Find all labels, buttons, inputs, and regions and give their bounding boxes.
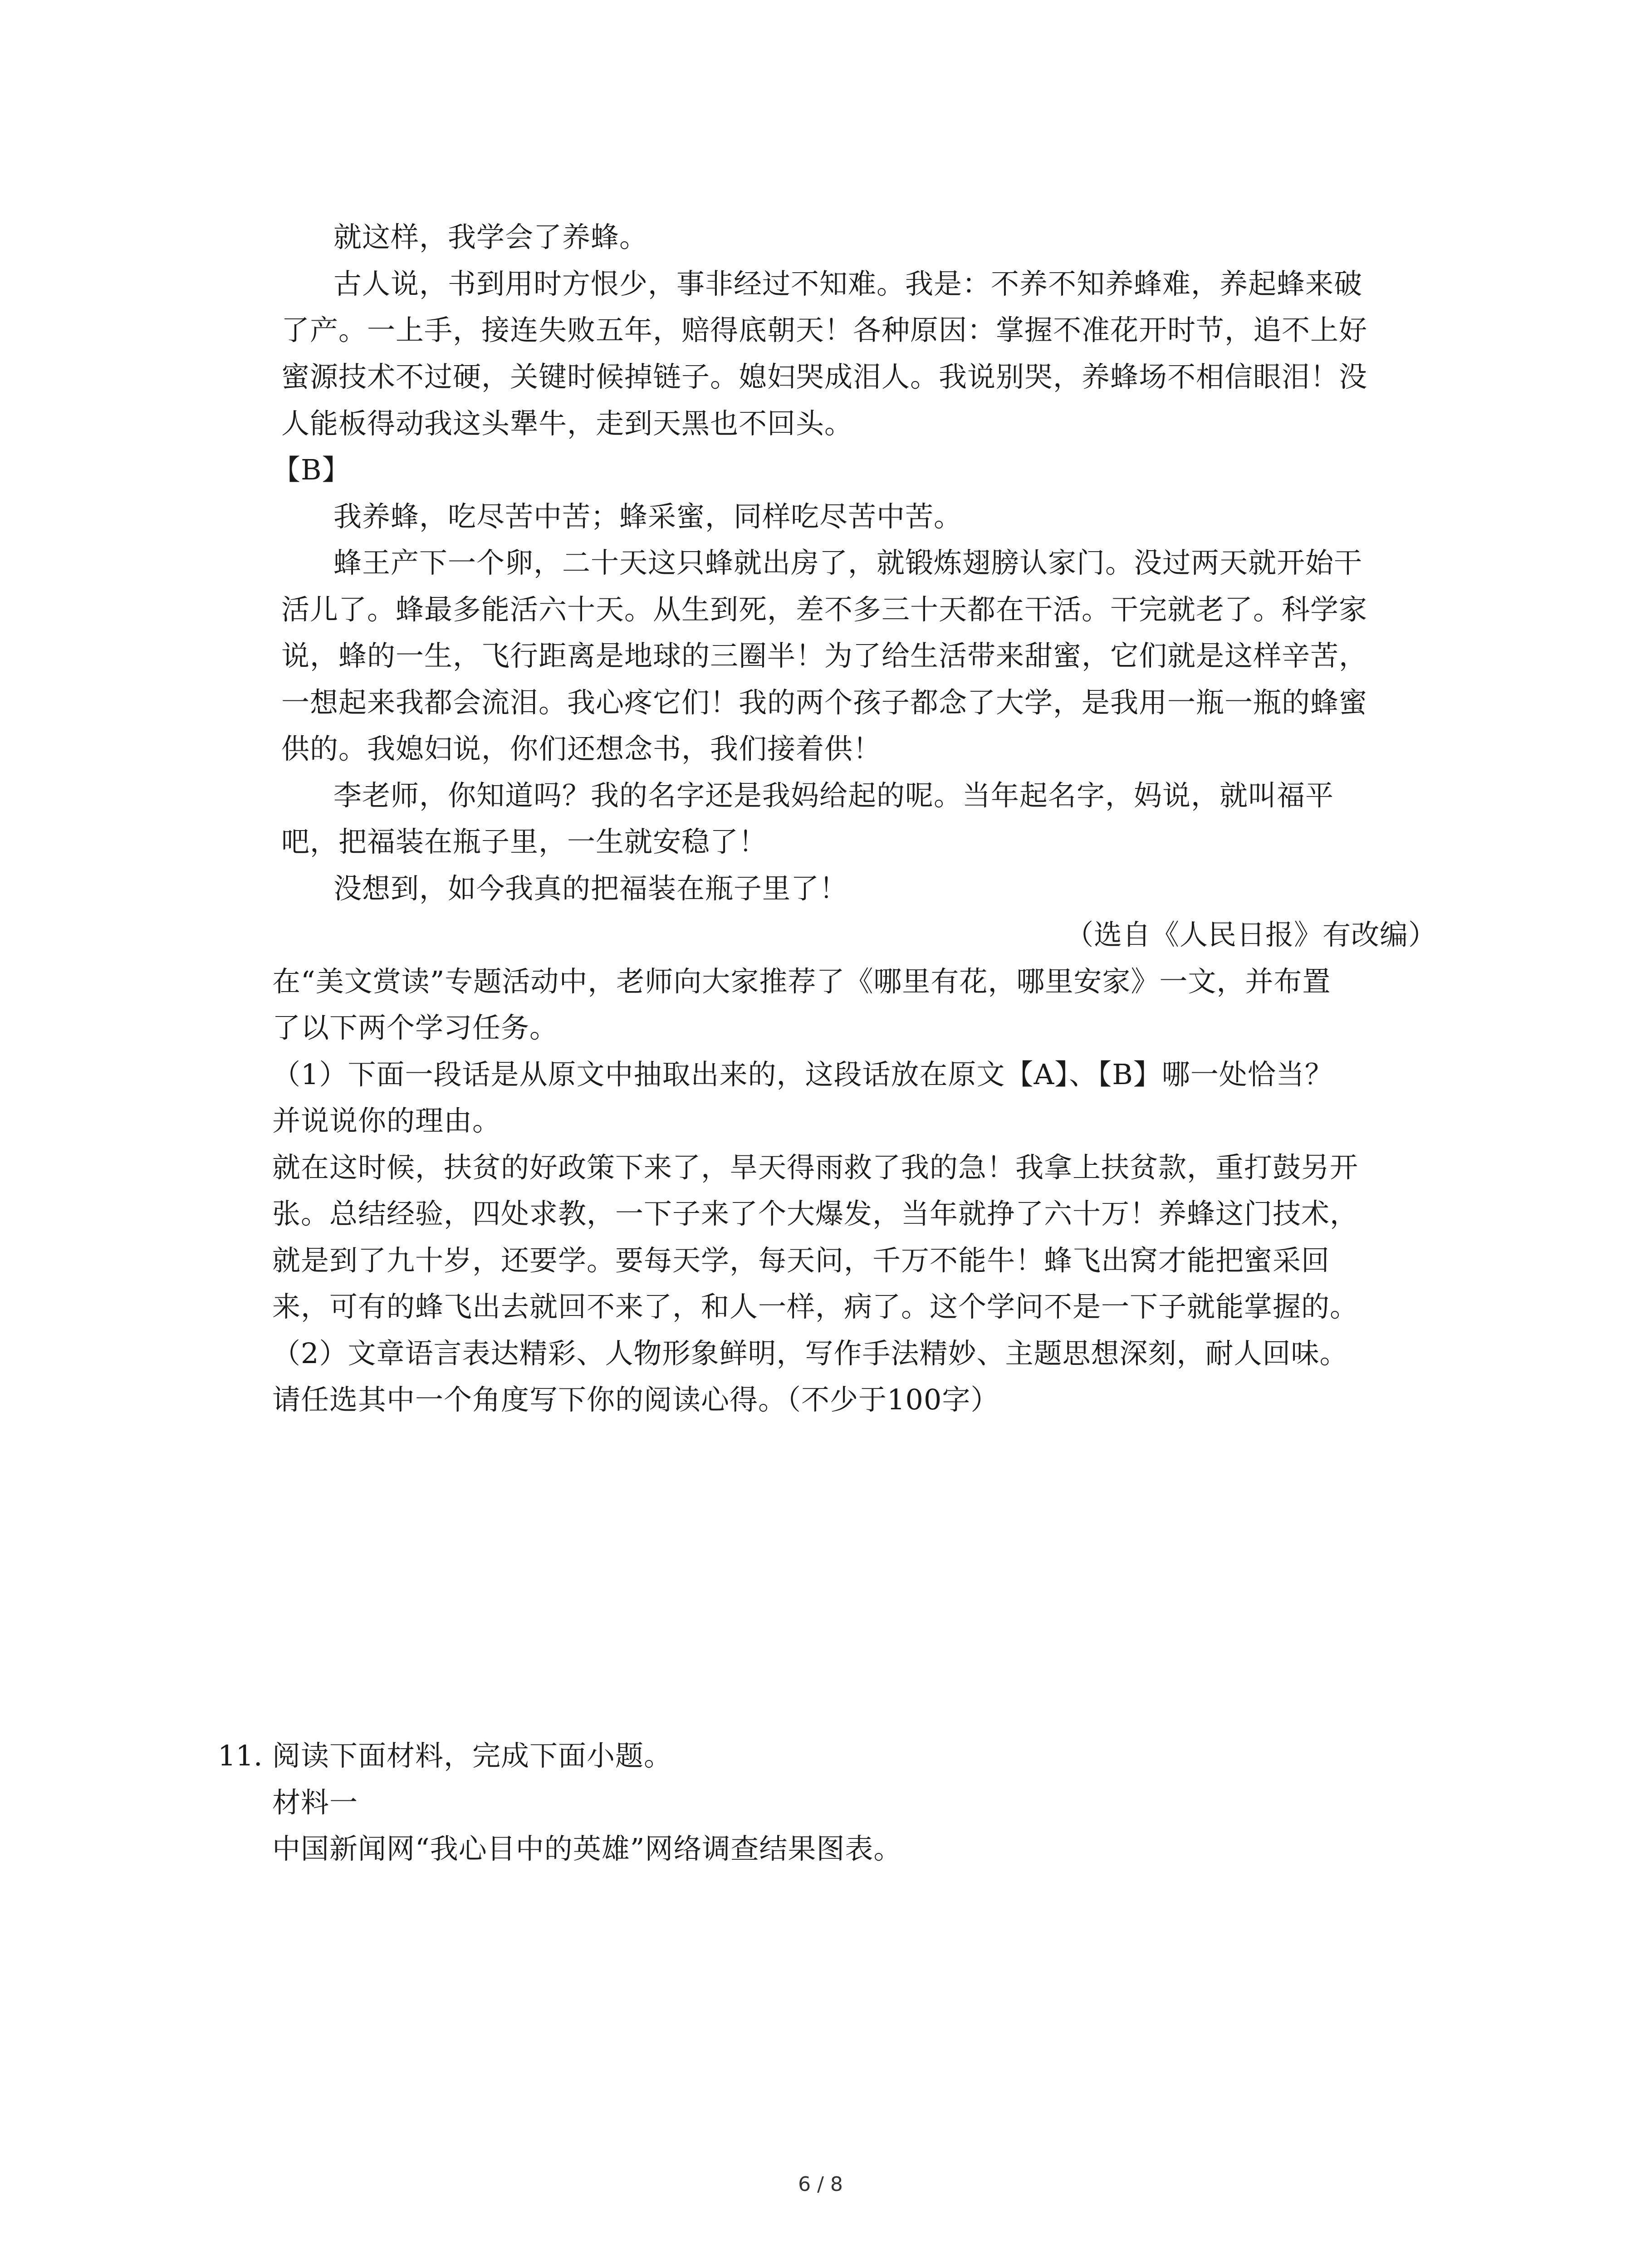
paragraph-line: 吧，把福装在瓶子里，一生就安稳了！ <box>281 825 768 858</box>
paragraph-line: 蜜源技术不过硬，关键时候掉链子。媳妇哭成泪人。我说别哭，养蜂场不相信眼泪！没 <box>281 360 1368 393</box>
paragraph-line: 我养蜂，吃尽苦中苦；蜂采蜜，同样吃尽苦中苦。 <box>333 500 963 533</box>
paragraph-line: 就这样，我学会了养蜂。 <box>333 220 648 254</box>
question-2-line: 请任选其中一个角度写下你的阅读心得。（不少于100字） <box>272 1383 999 1416</box>
task-intro-line: 在“美文赏读”专题活动中，老师向大家推荐了《哪里有花，哪里安家》一文，并布置 <box>272 965 1331 998</box>
excerpt-line: 就是到了九十岁，还要学。要每天学，每天问，千万不能牛！蜂飞出窝才能把蜜采回 <box>272 1244 1330 1277</box>
excerpt-line: 就在这时候，扶贫的好政策下来了，旱天得雨救了我的急！我拿上扶贫款，重打鼓另开 <box>272 1151 1359 1184</box>
paragraph-line: 一想起来我都会流泪。我心疼它们！我的两个孩子都念了大学，是我用一瓶一瓶的蜂蜜 <box>281 686 1368 719</box>
question-11-prompt: 阅读下面材料，完成下面小题。 <box>272 1739 673 1772</box>
page-number: 6 / 8 <box>798 2173 843 2196</box>
excerpt-line: 张。总结经验，四处求教，一下子来了个大爆发，当年就挣了六十万！养蜂这门技术， <box>272 1197 1359 1230</box>
paragraph-line: 蜂王产下一个卵，二十天这只蜂就出房了，就锻炼翅膀认家门。没过两天就开始干 <box>333 546 1363 579</box>
paragraph-line: 了产。一上手，接连失败五年，赔得底朝天！各种原因：掌握不准花开时节，追不上好 <box>281 313 1368 347</box>
task-intro-line: 了以下两个学习任务。 <box>272 1011 558 1044</box>
paragraph-line: 古人说，书到用时方恨少，事非经过不知难。我是：不养不知养蜂难，养起蜂来破 <box>333 267 1363 300</box>
paragraph-line: 李老师，你知道吗？我的名字还是我妈给起的呢。当年起名字，妈说，就叫福平 <box>333 779 1334 812</box>
source-citation: （选自《人民日报》有改编） <box>1065 918 1437 951</box>
material-label: 材料一 <box>272 1786 358 1819</box>
question-2-line: （2）文章语言表达精彩、人物形象鲜明，写作手法精妙、主题思想深刻，耐人回味。 <box>272 1337 1348 1370</box>
paragraph-line: 人能板得动我这头犟牛，走到天黑也不回头。 <box>281 407 853 440</box>
section-marker-b: 【B】 <box>272 453 351 486</box>
question-1-line: 并说说你的理由。 <box>272 1104 501 1137</box>
paragraph-line: 供的。我媳妇说，你们还想念书，我们接着供！ <box>281 732 882 765</box>
material-description: 中国新闻网“我心目中的英雄”网络调查结果图表。 <box>272 1832 902 1865</box>
paragraph-line: 活儿了。蜂最多能活六十天。从生到死，差不多三十天都在干活。干完就老了。科学家 <box>281 593 1368 626</box>
question-number: 11. <box>218 1739 263 1772</box>
paragraph-line: 说，蜂的一生，飞行距离是地球的三圈半！为了给生活带来甜蜜，它们就是这样辛苦， <box>281 639 1368 672</box>
excerpt-line: 来，可有的蜂飞出去就回不来了，和人一样，病了。这个学问不是一下子就能掌握的。 <box>272 1290 1359 1323</box>
paragraph-line: 没想到，如今我真的把福装在瓶子里了！ <box>333 872 848 905</box>
question-1-line: （1）下面一段话是从原文中抽取出来的，这段话放在原文【A】、【B】哪一处恰当？ <box>272 1058 1333 1091</box>
